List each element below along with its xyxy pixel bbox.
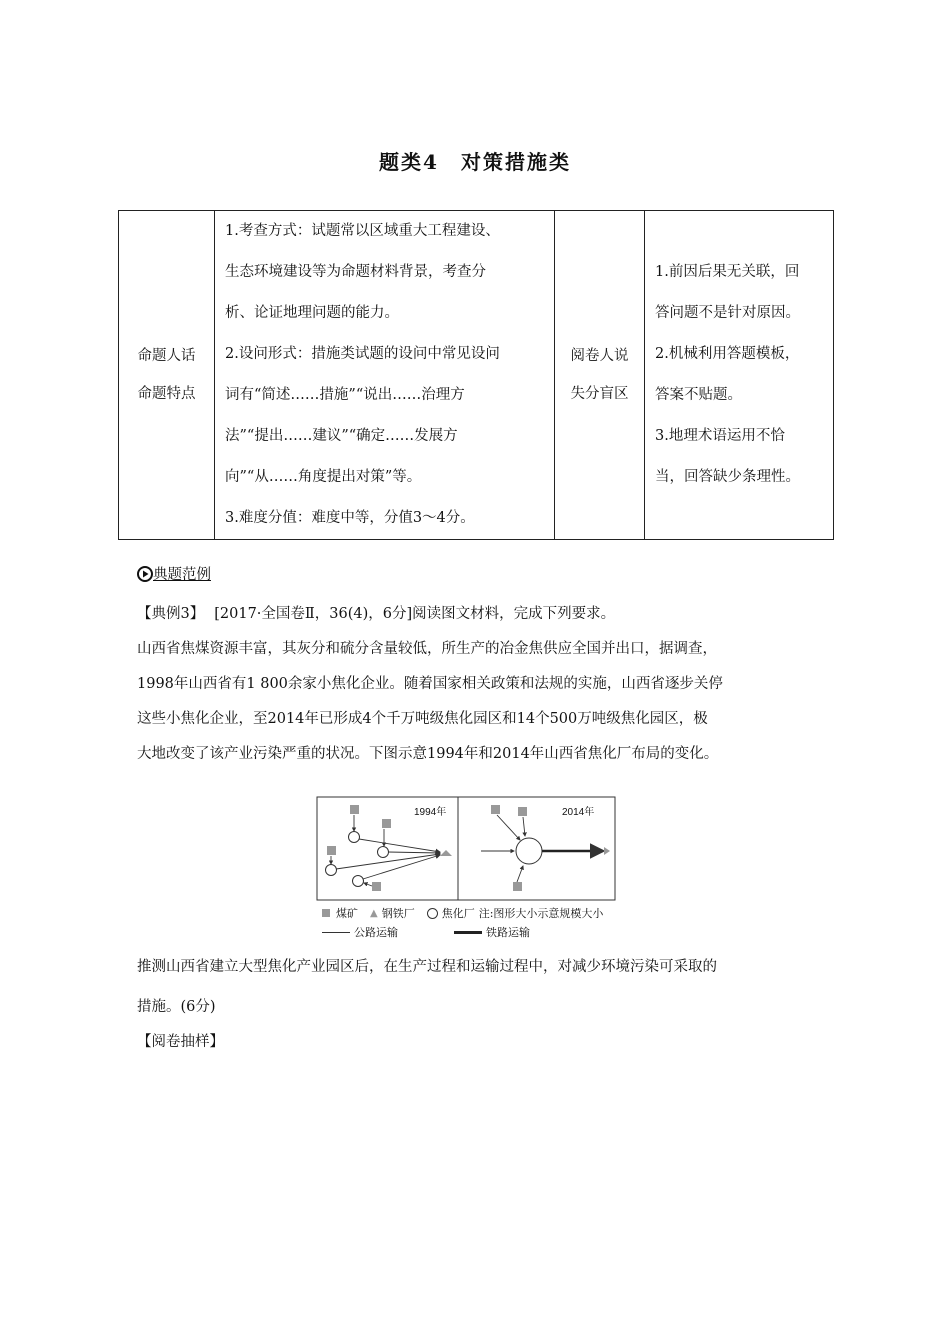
coking-plant-icon xyxy=(353,876,364,887)
section-label: 典题范例 xyxy=(153,567,211,583)
coal-mine-legend-icon xyxy=(322,909,330,917)
feature-table xyxy=(118,210,834,540)
legend-coking: 焦化厂 xyxy=(441,907,475,920)
col-proposer-content: 1.考查方式：试题常以区域重大工程建设、 生态环境建设等为命题材料背景，考查分 析、论证地理问题的能力。 2.设问形式：措施类试题的设问中常见设问 词有“简述……措施”“说出……治理方 法”“提出……建议”“确定……发展方 向”“从……角度提出对策”等。 3.难度分值：难度中等，分值3～4分。 xyxy=(215,211,555,540)
legend-coal: 煤矿 xyxy=(336,907,358,920)
coal-mine-icon xyxy=(382,819,391,828)
coal-mine-icon xyxy=(327,846,336,855)
passage-line: 山西省焦煤资源丰富，其灰分和硫分含量较低，所生产的冶金焦供应全国并出口，据调查， xyxy=(137,641,717,657)
question-line: 推测山西省建立大型焦化产业园区后，在生产过程和运输过程中，对减少环境污染可采取的 xyxy=(137,959,717,975)
legend-steel: 钢铁厂 xyxy=(381,907,415,920)
year-1994-label: 1994年 xyxy=(414,807,447,818)
legend-rail: 铁路运输 xyxy=(486,926,530,939)
example-tag: 【典例3】 xyxy=(137,606,205,622)
section-header xyxy=(137,563,211,584)
coking-plant-icon xyxy=(326,865,337,876)
coal-mine-icon xyxy=(491,805,500,814)
coking-plant-icon xyxy=(378,847,389,858)
rail-arrow-icon xyxy=(454,931,482,934)
passage-line: 这些小焦化企业，至2014年已形成4个千万吨级焦化园区和14个500万吨级焦化园区，极 xyxy=(137,711,708,727)
play-circle-icon xyxy=(137,566,153,582)
legend-note: 注:图形大小示意规模大小 xyxy=(478,907,604,920)
coal-mine-icon xyxy=(372,882,381,891)
steel-plant-legend-icon: ▲ xyxy=(370,907,378,919)
coking-plant-icon xyxy=(349,832,360,843)
title-category: 题类4 xyxy=(379,150,439,174)
coal-mine-icon xyxy=(518,807,527,816)
passage-line: 1998年山西省有1 800余家小焦化企业。随着国家相关政策和法规的实施，山西省逐步关停 xyxy=(137,676,723,692)
page-title xyxy=(0,146,950,175)
road-arrow-icon xyxy=(322,932,350,933)
passage-line: 大地改变了该产业污染严重的状况。下图示意1994年和2014年山西省焦化厂布局的变化。 xyxy=(137,746,719,762)
col-grader-header: 阅卷人说 失分盲区 xyxy=(555,211,645,540)
coal-mine-icon xyxy=(513,882,522,891)
figure-legend-row-2 xyxy=(322,924,530,940)
question-line: 措施。(6分) xyxy=(137,999,216,1015)
coking-plant-legend-icon xyxy=(427,908,438,919)
sample-label: 【阅卷抽样】 xyxy=(137,1034,224,1050)
col-grader-content: 1.前因后果无关联，回 答问题不是针对原因。 2.机械利用答题模板， 答案不贴题。 3.地理术语运用不恰 当，回答缺少条理性。 xyxy=(645,211,834,540)
figure-legend-row-1 xyxy=(322,905,603,921)
title-topic: 对策措施类 xyxy=(460,150,571,174)
coal-mine-icon xyxy=(350,805,359,814)
coking-park-icon xyxy=(516,838,542,864)
example-source: [2017·全国卷Ⅱ，36(4)，6分]阅读图文材料，完成下列要求。 xyxy=(214,606,616,622)
legend-road: 公路运输 xyxy=(354,926,398,939)
example-heading xyxy=(137,602,615,623)
col-proposer-header: 命题人话 命题特点 xyxy=(119,211,215,540)
year-2014-label: 2014年 xyxy=(562,807,595,818)
